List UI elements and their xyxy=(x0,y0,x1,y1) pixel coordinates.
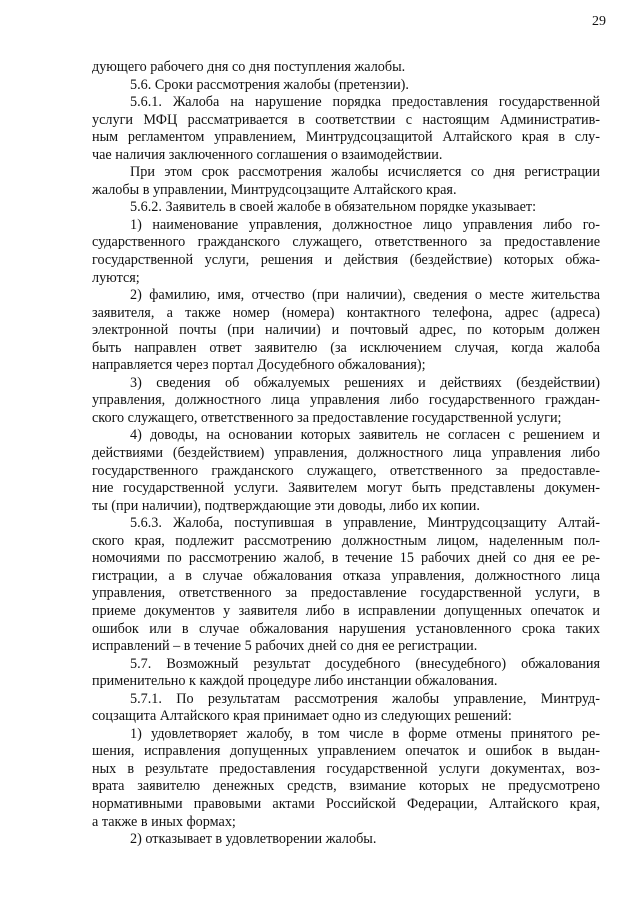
text-line: ных в результате предоставления государственной услуги документах, воз- xyxy=(92,760,600,777)
text-line: 2) фамилию, имя, отчество (при наличии), сведения о месте жительства xyxy=(130,287,600,304)
text-line: ошибок или в случае обжалования нарушения установленного срока таких xyxy=(92,620,600,637)
text-line: номочиями по рассмотрению жалоб, в течение 15 рабочих дней со дня ее ре- xyxy=(92,550,600,567)
text-line: ского края, подлежит рассмотрению должностным лицом, наделенным пол- xyxy=(92,532,600,549)
text-line: а также в иных формах; xyxy=(92,813,236,830)
page-number: 29 xyxy=(592,14,606,29)
text-line: шения, исправления допущенных управлением опечаток и ошибок в выдан- xyxy=(92,743,600,760)
text-line: чае наличия заключенного соглашения о взаимодействии. xyxy=(92,146,443,163)
text-line: 5.6.1. Жалоба на нарушение порядка предоставления государственной xyxy=(130,94,600,111)
text-line: государственного гражданского служащего, ответственного за предоставле- xyxy=(92,462,600,479)
text-line: действиями (бездействием) управления, должностного лица управления либо xyxy=(92,445,600,462)
text-line: 1) удовлетворяет жалобу, в том числе в форме отмены принятого ре- xyxy=(130,725,600,742)
document-body xyxy=(92,59,600,849)
text-line: 2) отказывает в удовлетворении жалобы. xyxy=(130,831,377,848)
text-line: 5.6.2. Заявитель в своей жалобе в обязательном порядке указывает: xyxy=(130,199,537,216)
text-line: ным регламентом управлением, Минтрудсоцзащитой Алтайского края в слу- xyxy=(92,129,600,146)
text-line: 5.7. Возможный результат досудебного (внесудебного) обжалования xyxy=(130,655,600,672)
text-line: нормативными правовыми актами Российской Федерации, Алтайского края, xyxy=(92,795,600,812)
text-line: соцзащита Алтайского края принимает одно из следующих решений: xyxy=(92,708,512,725)
text-line: управления, ответственного за предоставление государственной услуги, в xyxy=(92,585,600,602)
text-line: применительно к каждой процедуре либо инстанции обжалования. xyxy=(92,673,498,690)
text-line: ского служащего, ответственного за предоставление государственной услуги; xyxy=(92,409,562,426)
text-line: гистрации, а в случае обжалования отказа управления, должностного лица xyxy=(92,567,600,584)
text-line: ты (при наличии), подтверждающие эти доводы, либо их копии. xyxy=(92,497,480,514)
text-line: направляется через портал Досудебного обжалования); xyxy=(92,357,426,374)
text-line: дующего рабочего дня со дня поступления жалобы. xyxy=(92,59,406,75)
text-line: электронной почты (при наличии) и почтовый адрес, по которым должен xyxy=(92,322,600,339)
text-line: 5.7.1. По результатам рассмотрения жалобы управление, Минтруд- xyxy=(130,690,600,707)
text-line: 5.6.3. Жалоба, поступившая в управление, Минтрудсоцзащиту Алтай- xyxy=(130,515,600,532)
text-line: ние государственной услуги. Заявителем могут быть представлены докумен- xyxy=(92,480,600,497)
text-line: 3) сведения об обжалуемых решениях и действиях (бездействии) xyxy=(130,374,600,391)
text-line: заявителя, а также номер (номера) контактного телефона, адрес (адреса) xyxy=(92,304,600,321)
text-line: 1) наименование управления, должностное лицо управления либо го- xyxy=(130,216,600,233)
text-line: исправлений – в течение 5 рабочих дней со дня ее регистрации. xyxy=(92,638,478,655)
text-line: быть направлен ответ заявителю (за исключением случая, когда жалоба xyxy=(92,339,600,356)
text-line: жалобы в управлении, Минтрудсоцзащите Алтайского края. xyxy=(92,181,457,198)
text-line: 4) доводы, на основании которых заявитель не согласен с решением и xyxy=(130,427,600,444)
text-line: государственной услуги, решения и действия (бездействие) которых обжа- xyxy=(92,252,600,269)
text-line: врата заявителю денежных средств, взимание которых не предусмотрено xyxy=(92,778,600,795)
text-line: сударственного гражданского служащего, ответственного за предоставление xyxy=(92,234,600,251)
text-line: 5.6. Сроки рассмотрения жалобы (претензии). xyxy=(130,76,409,93)
text-line: услуги МФЦ рассматривается в соответствии с настоящим Административ- xyxy=(92,111,600,128)
text-line: управления, должностного лица управления либо государственного граждан- xyxy=(92,392,600,409)
text-line: При этом срок рассмотрения жалобы исчисляется со дня регистрации xyxy=(130,164,600,181)
text-line: приеме документов у заявителя либо в исправлении допущенных опечаток и xyxy=(92,602,600,619)
text-line: луются; xyxy=(92,269,140,286)
